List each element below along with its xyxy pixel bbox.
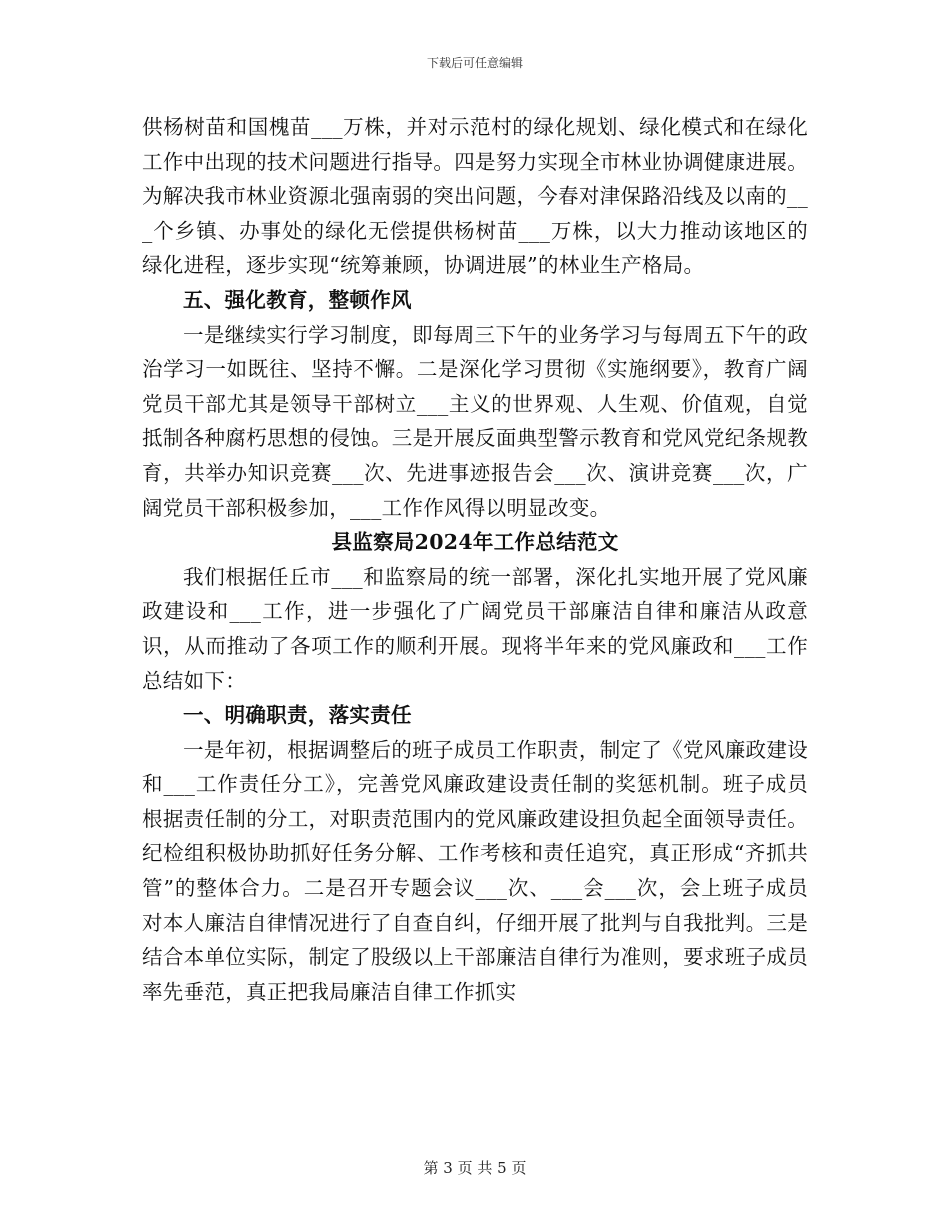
paragraph-education: 一是继续实行学习制度，即每周三下午的业务学习与每周五下午的政治学习一如既往、坚持不懈。二是深化学习贯彻《实施纲要》，教育广阔党员干部尤其是领导干部树立___主义的世界观、人生观、价值观，自觉抵制各种腐朽思想的侵蚀。三是开展反面典型警示教育和党风党纪条规教育，共举办知识竞赛___次、先进事迹报告会___次、演讲竞赛___次，广阔党员干部积极参加，___工作作风得以明显改变。: [142, 322, 808, 520]
section-heading-education: 五、强化教育，整顿作风: [183, 287, 412, 312]
paragraph-forestry-continued: 供杨树苗和国槐苗___万株，并对示范村的绿化规划、绿化模式和在绿化工作中出现的技术问题进行指导。四是努力实现全市林业协调健康进展。为解决我市林业资源北强南弱的突出问题，今春对津保路沿线及以南的___个乡镇、办事处的绿化无偿提供杨树苗___万株，以大力推动该地区的绿化进程，逐步实现“统筹兼顾，协调进展”的林业生产格局。: [142, 115, 808, 278]
page-header: 下载后可任意编辑: [426, 56, 523, 70]
page-footer: 第 3 页 共 5 页: [423, 1159, 527, 1177]
document-body: [142, 110, 808, 1009]
document-title: 县监察局2024年工作总结范文: [331, 530, 619, 555]
paragraph-responsibility: 一是年初，根据调整后的班子成员工作职责，制定了《党风廉政建设和___工作责任分工》，完善党风廉政建设责任制的奖惩机制。班子成员根据责任制的分工，对职责范围内的党风廉政建设担负起全面领导责任。纪检组积极协助抓好任务分解、工作考核和责任追究，真正形成“齐抓共管”的整体合力。二是召开专题会议___次、___会___次，会上班子成员对本人廉洁自律情况进行了自查自纠，仔细开展了批判与自我批判。三是结合本单位实际，制定了股级以上干部廉洁自律行为准则，要求班子成员率先垂范，真正把我局廉洁自律工作抓实: [142, 737, 808, 1004]
section-heading-responsibility: 一、明确职责，落实责任: [183, 703, 412, 728]
paragraph-intro: 我们根据任丘市___和监察局的统一部署，深化扎实地开展了党风廉政建设和___工作，进一步强化了广阔党员干部廉洁自律和廉洁从政意识，从而推动了各项工作的顺利开展。现将半年来的党风廉政和___工作总结如下：: [142, 564, 808, 693]
